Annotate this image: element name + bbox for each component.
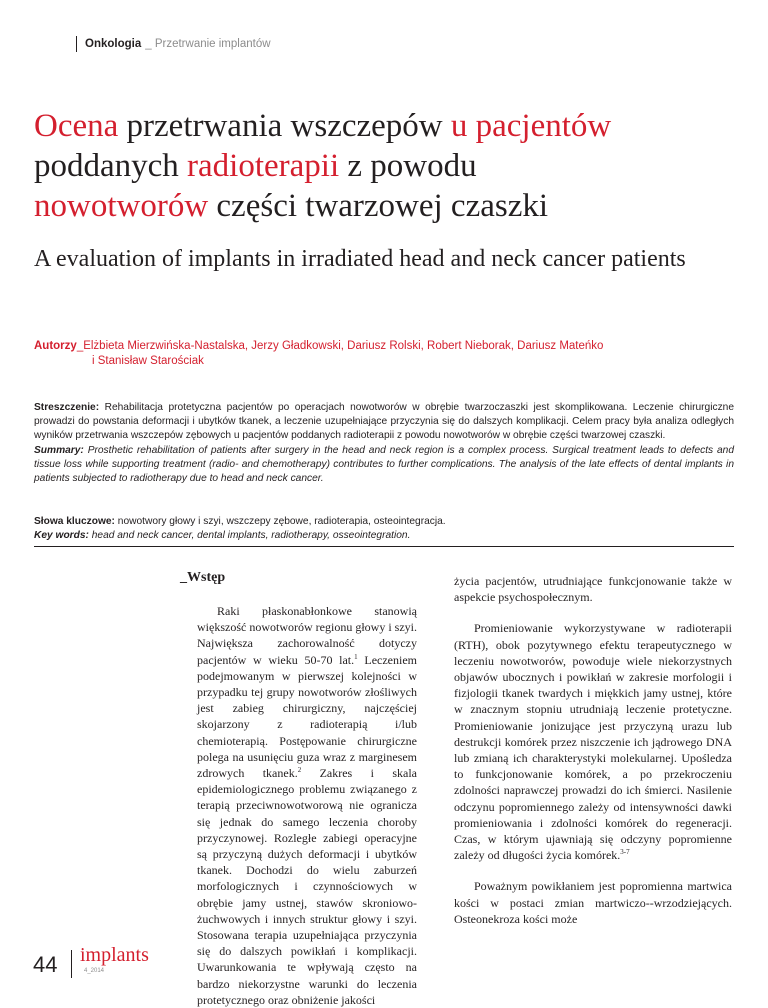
title-word-red: Ocena <box>34 108 119 144</box>
keywords-pl <box>34 515 734 529</box>
authors-line-2: i Stanisław Starościak <box>92 355 204 367</box>
title-word: z powodu <box>339 148 477 184</box>
header-divider <box>76 36 77 52</box>
article-title <box>34 106 754 226</box>
text-run: Zakres i skala epidemiologicznego problemu związanego z terapią przeciwnowotworową nie ogranicza się jednak do samego leczenia choroby przyczynowej. Rozległe zabiegi operacyjne są przyczyną dużych deformacji i ubytków tkanek. Dochodzi do wielu zaburzeń morfologicznych i czynnościowych w obrębie jamy ustnej, stawów skroniowo-żuchwowych i innych struktur głowy i szyi. Stosowana terapia uzupełniająca przyczynia się do dalszych powikłań i komplikacji. Uwarunkowania te wpływają często na bardzo niekorzystne warunki do leczenia protetycznego oraz obniżenie jakości <box>197 766 417 1007</box>
footer-divider <box>71 950 72 978</box>
page-number: 44 <box>33 952 58 977</box>
paragraph: Poważnym powikłaniem jest popromienna martwica kości w postaci zmian martwiczo--wrzodziejących. Osteonekroza kości może <box>454 879 732 926</box>
abstract-pl-text: Rehabilitacja protetyczna pacjentów po operacjach nowotworów w obrębie twarzoczaszki jest skomplikowana. Leczenie chirurgiczne prowadzi do powstania deformacji i ubytków tkanek, a leczenie uzupełniające przyczynia się do dalszych komplikacji. Celem pracy była analiza odległych wyników przetrwania wszczepów zębowych u pacjentów poddanych radioterapii z powodu nowotworów w obrębie części twarzowej czaszki. <box>34 402 734 442</box>
title-word: części twarzowej czaszki <box>208 188 549 224</box>
header-subsection <box>145 38 270 50</box>
title-word-red: radioterapii <box>187 148 340 184</box>
keywords-pl-text: nowotwory głowy i szyi, wszczepy zębowe, radioterapia, osteointegracja. <box>114 516 446 527</box>
abstract-pl <box>34 401 734 444</box>
citation: 1 <box>354 652 358 661</box>
keywords-block <box>34 515 734 543</box>
journal-brand: implants <box>80 944 149 966</box>
running-header <box>76 36 271 52</box>
paragraph <box>197 603 417 1008</box>
abstract-pl-label: Streszczenie: <box>34 402 100 413</box>
paragraph <box>454 620 732 863</box>
authors-line-1: _Elżbieta Mierzwińska-Nastalska, Jerzy Gładkowski, Dariusz Rolski, Robert Nieborak, Dariusz Mateńko <box>76 340 604 352</box>
title-word: poddanych <box>34 148 188 184</box>
section-heading: _Wstęp <box>180 570 226 585</box>
text-run: Promieniowanie wykorzystywane w radioterapii (RTH), obok pozytywnego efektu terapeutycznego w leczeniu nowotworów, powoduje wiele niekorzystnych objawów ubocznych i powikłań w zakresie morfologii i fizjologii tkanek twardych i miękkich jamy ustnej, które w znacznym stopniu utrudniają leczenie protetyczne. Promieniowanie jonizujące jest przyczyną urazu lub destrukcji komórek przez niszczenie ich jądrowego DNA lub zmianą ich charakterystyki molekularnej. Upośledza to funkcjonowanie komórek, a po przekroczeniu zdolności naprawczej prowadzi do ich śmierci. Nasilenie odczynu popromiennego zależy od intensywności dawki promieniowania i zdolności komórek do regeneracji. Czas, w którym ujawniają się odczyny popromienne zależy od długości życia komórek. <box>454 621 732 863</box>
body-column-2 <box>454 573 732 927</box>
keywords-en-text: head and neck cancer, dental implants, radiotherapy, osseointegration. <box>88 530 411 542</box>
body-column-1 <box>197 603 417 1008</box>
abstract-en-label: Summary: <box>34 444 84 456</box>
citation: 2 <box>297 766 302 775</box>
header-subsection-text: Przetrwanie implantów <box>154 38 271 50</box>
keywords-en-label: Key words: <box>34 530 89 542</box>
keywords-pl-label: Słowa kluczowe: <box>34 516 115 527</box>
authors-block <box>34 339 734 369</box>
abstract-en-text: Prosthetic rehabilitation of patients after surgery in the head and neck region is a complex process. Surgical treatment leads to defects and tissue loss while supporting treatment (radio- and chemotherapy) contributes to further complications. The analysis of the late effects of dental implants in patients subjected to radiotherapy due to head and neck cancer. <box>34 444 734 485</box>
title-word-red: nowotworów <box>34 188 209 224</box>
abstract-block <box>34 401 734 486</box>
header-separator: _ <box>145 38 152 50</box>
paragraph: życia pacjentów, utrudniające funkcjonowanie także w aspekcie psychospołecznym. <box>454 574 732 605</box>
issue-number: 4_2014 <box>84 968 105 974</box>
keywords-en <box>34 529 734 543</box>
header-section: Onkologia <box>85 38 142 50</box>
section-divider <box>34 546 734 547</box>
citation: 3-7 <box>620 848 630 857</box>
text-run: Raki płaskonabłonkowe stanowią większość nowotworów regionu głowy i szyi. Największa zachorowalność dotyczy pacjentów w wieku 50-70 lat. <box>197 604 417 667</box>
text-run: Leczeniem podejmowanym w pierwszej kolejności w przypadku tej grupy nowotworów złośliwych jest zabieg chirurgiczny, najczęściej skojarzony z radioterapią i/lub chemioterapią. Postępowanie chirurgiczne polega na usunięciu guza wraz z marginesem zdrowych tkanek. <box>197 652 417 781</box>
article-subtitle: A evaluation of implants in irradiated head and neck cancer patients <box>34 246 686 272</box>
title-word-red: u pacjentów <box>450 108 612 144</box>
authors-label: Autorzy <box>34 340 77 352</box>
title-word: przetrwania wszczepów <box>118 108 451 144</box>
abstract-en <box>34 444 734 487</box>
